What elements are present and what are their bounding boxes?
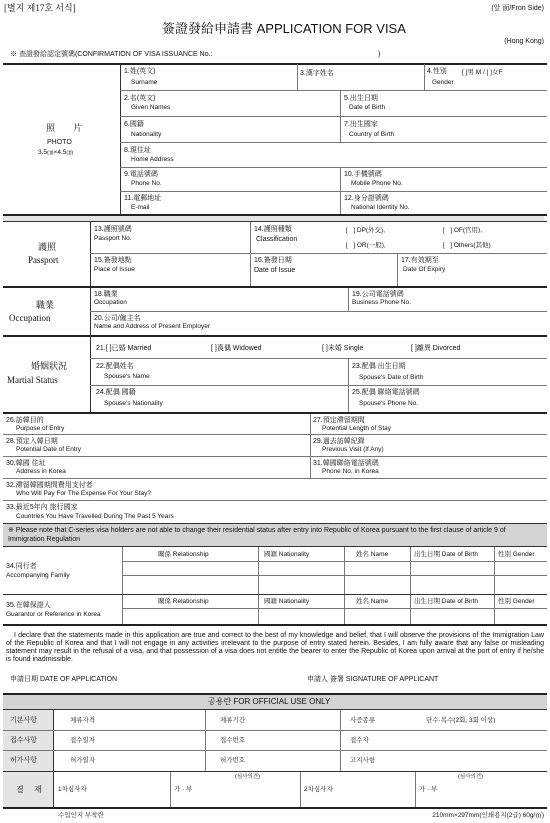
countries-travelled-label: 33.最近5年內 旅行國家	[6, 504, 78, 511]
length-of-stay-label-en: Potential Length of Stay	[322, 425, 392, 432]
previous-visit-label: 29.過去訪韓紀錄	[313, 438, 365, 445]
guarantor-col-name: 姓名 Name	[356, 598, 389, 605]
passport-no-label: 13.護照號碼	[94, 226, 132, 233]
place-of-issue-label-en: Place of Issue	[94, 266, 135, 273]
marital-widowed-checkbox[interactable]: [ ]喪偶 Widowed	[211, 345, 262, 352]
spouse-dob-label: 23.配偶 出生日期	[352, 363, 406, 370]
official-basic-label: 기본사항	[10, 717, 38, 724]
passport-label-en: Passport	[28, 255, 59, 265]
photo-size: 3.5㎝×4.5㎝	[38, 149, 73, 156]
official-visa-entries: 단수·복수(2회, 3회 이상)	[426, 717, 496, 724]
spouse-name-label-en: Spouse's Name	[104, 373, 150, 380]
korea-phone-label-en: Phone No. in Korea	[322, 468, 379, 475]
second-reviewer-label: 2차심사자	[304, 786, 333, 793]
official-permit-no-field: 허가번호	[220, 757, 246, 764]
family-col-name: 姓名 Name	[356, 551, 389, 558]
gender-label: 4.性別	[427, 68, 447, 75]
date-of-issue-label-en: Date of Issue	[254, 267, 296, 274]
countries-travelled-label-en: Countries You Have Travelled During The Past 5 Years	[16, 513, 174, 520]
occupation-field-label: 18.職業	[94, 291, 118, 298]
photo-label: 照 片	[46, 123, 91, 133]
spouse-dob-label-en: Spouse's Date of Birth	[359, 374, 424, 381]
applicant-signature-label: 申請人 簽署 SIGNATURE OF APPLICANT	[307, 676, 439, 683]
guarantor-col-relationship: 關係 Relationship	[158, 598, 209, 605]
official-notice-field: 고지사항	[350, 757, 376, 764]
form-number: [별지 제17호 서식]	[4, 3, 76, 13]
entry-date-label: 28.預定入韓日期	[6, 438, 58, 445]
expense-payer-label-en: Who Will Pay For The Expense For Your Stay?	[16, 490, 151, 497]
guarantor-label-en: Guarantor or Reference in Korea	[6, 611, 101, 618]
nationality-label-en: Nationality	[131, 131, 162, 138]
type-dp-checkbox[interactable]: [ ] DP(外交),	[346, 227, 386, 234]
surname-label: 1.姓(英文)	[124, 68, 156, 75]
business-phone-label-en: Business Phone No.	[352, 299, 411, 306]
official-permit-label: 허가사항	[10, 757, 38, 764]
marital-married-checkbox[interactable]: 21.[ ]已婚 Married	[96, 345, 152, 352]
employer-label: 20.公司/僱主名	[94, 315, 141, 322]
birth-country-label: 7.出生國家	[344, 121, 378, 128]
official-use-title: 공용란 FOR OFFICIAL USE ONLY	[208, 697, 331, 706]
accompanying-family-label: 34.同行者	[6, 563, 37, 570]
occupation-label: 職業	[36, 300, 55, 310]
side-indicator: (앞 面/Fron Side)	[491, 5, 544, 12]
second-opinion-label: (심사의견)	[458, 774, 483, 780]
guarantor-col-gender: 性別 Gender	[498, 598, 535, 605]
business-phone-label: 19.公司電話號碼	[352, 291, 404, 298]
chinese-name-label: 3.漢字姓名	[300, 70, 334, 77]
first-reviewer-label: 1차심사자	[58, 786, 87, 793]
mobile-label: 10.手機號碼	[344, 171, 382, 178]
top-rule	[3, 63, 547, 65]
approval-label: 결 재	[16, 785, 46, 794]
phone-label-en: Phone No.	[131, 180, 162, 187]
occupation-label-en: Occupation	[9, 313, 51, 323]
spouse-nationality-label-en: Spouse's Nationality	[104, 400, 163, 407]
phone-label: 9.電話號碼	[124, 171, 158, 178]
employer-label-en: Name and Address of Present Employer	[94, 323, 210, 330]
type-of-checkbox[interactable]: [ ] OF(官用),	[443, 227, 483, 234]
family-col-gender: 性別 Gender	[498, 551, 535, 558]
date-of-issue-label: 16.簽發日期	[254, 257, 292, 264]
guarantor-col-nationality: 國籍 Nationality	[264, 598, 310, 605]
nationality-label: 6.國籍	[124, 121, 144, 128]
official-visa-type-field: 사증종류	[350, 717, 376, 724]
family-col-nationality: 國籍 Nationality	[264, 551, 310, 558]
marital-label-en: Martial Status	[7, 375, 58, 385]
photo-label-en: PHOTO	[47, 139, 72, 146]
second-approve-label: 가 · 부	[419, 786, 438, 793]
first-approve-label: 가 · 부	[174, 786, 193, 793]
confirmation-close: )	[378, 51, 381, 58]
purpose-label: 26.訪韓目的	[6, 417, 44, 424]
family-col-dob: 出生日期 Date of Birth	[414, 551, 478, 558]
passport-label: 護照	[38, 242, 57, 252]
confirmation-label: ※ 查證發給認定號碼(CONFIRMATION OF VISA ISSUANCE No.:	[10, 51, 213, 58]
email-label-en: E-mail	[131, 204, 150, 211]
birth-country-label-en: Country of Birth	[349, 131, 395, 138]
paper-spec: 210mm×297mm(인쇄용지(2급) 60g/㎡)	[432, 812, 544, 819]
form-title: 簽證發給申請書 APPLICATION FOR VISA	[162, 21, 406, 36]
gender-label-en: Gender	[432, 79, 454, 86]
type-or-checkbox[interactable]: [ ] OR(一般),	[346, 242, 386, 249]
email-label: 11.電郵地址	[124, 195, 162, 202]
official-permit-date-field: 허가일자	[70, 757, 96, 764]
family-col-relationship: 關係 Relationship	[158, 551, 209, 558]
spouse-name-label: 22.配偶姓名	[96, 363, 134, 370]
previous-visit-label-en: Previous Visit (If Any)	[322, 446, 384, 453]
length-of-stay-label: 27.預定滯留期間	[313, 417, 365, 424]
region-label: (Hong Kong)	[504, 38, 544, 45]
marital-single-checkbox[interactable]: [ ]未婚 Single	[322, 345, 364, 352]
address-label-en: Home Address	[131, 156, 174, 163]
marital-divorced-checkbox[interactable]: [ ]離異 Divorced	[411, 345, 461, 352]
spouse-nationality-label: 24.配偶 國籍	[96, 389, 136, 396]
gender-options[interactable]: [ ]男 M / [ ]女F	[462, 69, 503, 76]
occupation-field-label-en: Occupation	[94, 299, 127, 306]
first-opinion-label: (심사의견)	[235, 774, 260, 780]
c-series-notice: ※ Please note that C-series visa holders are not able to change their residential status after entry into Republic of Korea pursuant to the first clause of article 9 of Immigration Regulation	[8, 527, 506, 543]
revenue-stamp-area: 수입인지 부착란	[58, 812, 104, 819]
entry-date-label-en: Potential Date of Entry	[16, 446, 82, 453]
guarantor-label: 35.在韓保證人	[6, 602, 51, 609]
place-of-issue-label: 15.簽發地點	[94, 257, 132, 264]
expiry-label: 17.有效期至	[401, 257, 439, 264]
marital-label: 婚姻狀況	[31, 361, 68, 371]
dob-label: 5.出生日期	[344, 95, 378, 102]
official-receipt-no-field: 접수번호	[220, 737, 246, 744]
official-status-field: 체류자격	[70, 717, 96, 724]
korea-address-label: 30.韓國 住址	[6, 460, 46, 467]
national-id-label: 12.身分證號碼	[344, 195, 389, 202]
given-names-label-en: Given Names	[131, 104, 171, 111]
official-stay-period-field: 체류기간	[220, 717, 246, 724]
mobile-label-en: Mobile Phone No.	[351, 180, 403, 187]
spouse-phone-label: 25.配偶 聯絡電話號碼	[352, 389, 420, 396]
korea-address-label-en: Address in Korea	[16, 468, 66, 475]
national-id-label-en: National Identity No.	[351, 204, 410, 211]
official-receipt-date-field: 접수일자	[70, 737, 96, 744]
passport-type-label-en: Classification	[256, 236, 298, 243]
dob-label-en: Date of Birth	[349, 104, 386, 111]
surname-label-en: Surname	[131, 79, 158, 86]
given-names-label: 2.名(英文)	[124, 95, 156, 102]
passport-type-label: 14.護照種類	[254, 226, 292, 233]
address-label: 8.現住址	[124, 147, 151, 154]
purpose-label-en: Purpose of Entry	[16, 425, 65, 432]
application-date-label: 申請日期 DATE OF APPLICATION	[10, 676, 118, 683]
official-receiver-field: 접수자	[350, 737, 369, 744]
passport-no-label-en: Passport No.	[94, 235, 132, 242]
type-others-checkbox[interactable]: [ ] Others(其他)	[443, 242, 491, 249]
guarantor-col-dob: 出生日期 Date of Birth	[414, 598, 478, 605]
accompanying-family-label-en: Accompanying Family	[6, 572, 70, 579]
korea-phone-label: 31.韓國聯絡電話號碼	[313, 460, 379, 467]
declaration-text: I declare that the statements made in this application are true and correct to the best of my knowledge and belief, that I will observe the provisions of the Immigration Law of the Republic of Korea and that I will not engage in any activities irrelevant to the purpose of entry stated herein. Besides, I am fully aware that any false or misleading statement may result in the refusal of a visa, and that possession of a visa does not entitle the bearer to enter the Republic of Korea upon arrival at the port of entry if he/she is found inadmissible.	[6, 632, 544, 663]
spouse-phone-label-en: Spouse's Phone No.	[359, 400, 419, 407]
expense-payer-label: 32.滯留韓國期間費用支付者	[6, 482, 93, 489]
expiry-label-en: Date Of Expiry	[403, 266, 446, 273]
official-receipt-label: 접수사항	[10, 737, 38, 744]
